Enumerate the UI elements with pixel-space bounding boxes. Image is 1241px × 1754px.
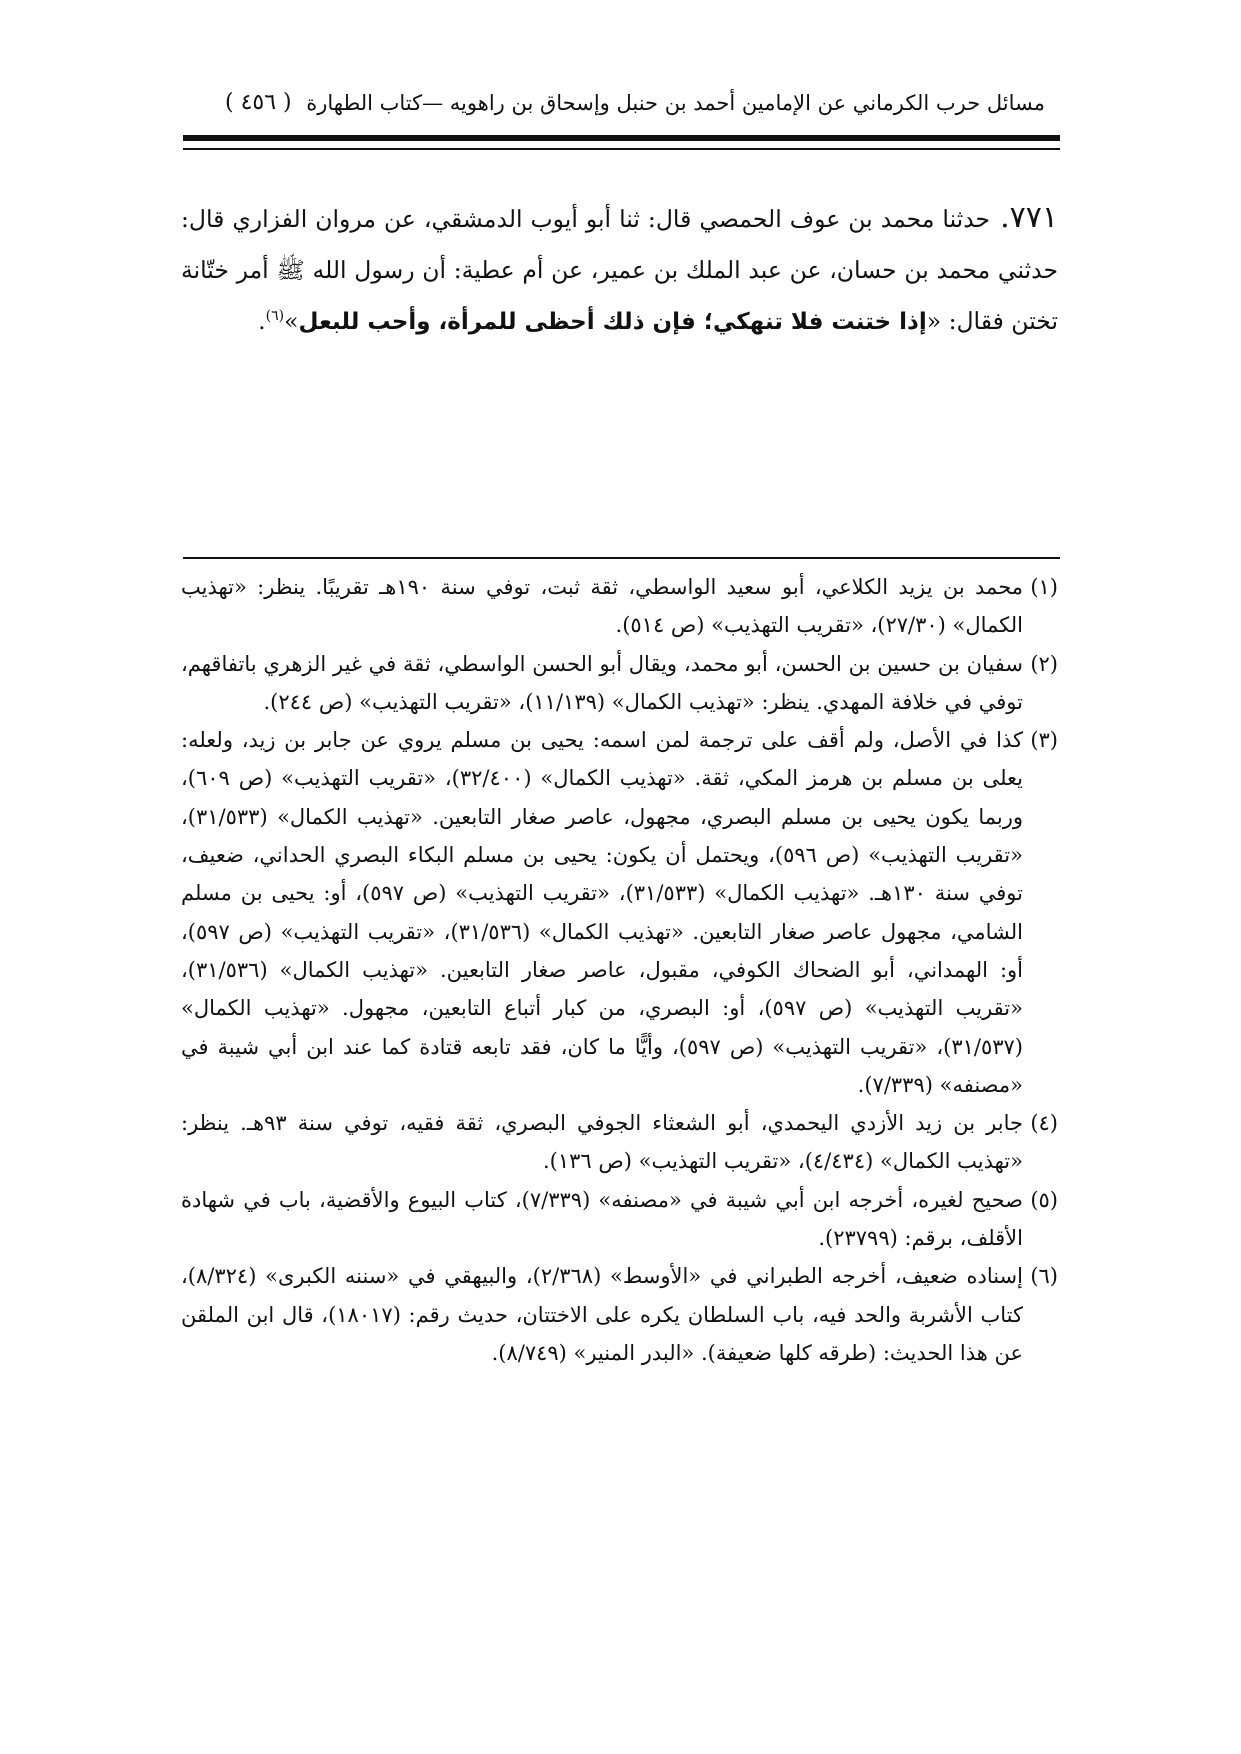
footnote-text: جابر بن زيد الأزدي اليحمدي، أبو الشعثاء الجوفي البصري، ثقة فقيه، توفي سنة ٩٣هـ. ينظر: «تهذيب الكمال» (٤/٤٣٤)، «تقريب التهذيب» (ص ١٣٦). [181,1111,1023,1174]
hadith-block [181,192,1058,348]
footnote-reference[interactable]: (٦) [265,308,285,325]
running-title: مسائل حرب الكرماني عن الإمامين أحمد بن حنبل وإسحاق بن راهويه —كتاب الطهارة [306,91,1045,115]
header-rule-thin [183,148,1060,150]
footnote-6 [181,1257,1058,1372]
page-header [225,83,1045,123]
footnote-text: إسناده ضعيف، أخرجه الطبراني في «الأوسط» (٢/٣٦٨)، والبيهقي في «سننه الكبرى» (٨/٣٢٤)، كتاب الأشربة والحد فيه، باب السلطان يكره على الاختتان، حديث رقم: (١٨٠١٧)، قال ابن الملقن عن هذا الحديث: (طرقه كلها ضعيفة). «البدر المنير» (٨/٧٤٩). [181,1264,1023,1365]
footnote-text: كذا في الأصل، ولم أقف على ترجمة لمن اسمه: يحيى بن مسلم يروي عن جابر بن زيد، ولعله: يعلى بن مسلم بن هرمز المكي، ثقة. «تهذيب الكمال» (٣٢/٤٠٠)، «تقريب التهذيب» (ص ٦٠٩)، وربما يكون يحيى بن مسلم البصري، مجهول، عاصر صغار التابعين. «تهذيب الكمال» (٣١/٥٣٣)، «تقريب التهذيب» (ص ٥٩٦)، ويحتمل أن يكون: يحيى بن مسلم البكاء البصري الحداني، ضعيف، توفي سنة ١٣٠هـ. «تهذيب الكمال» (٣١/٥٣٣)، «تقريب التهذيب» (ص ٥٩٧)، أو: يحيى بن مسلم الشامي، مجهول عاصر صغار التابعين. «تهذيب الكمال» (٣١/٥٣٦)، «تقريب التهذيب» (ص ٥٩٧)، أو: الهمداني، أبو الضحاك الكوفي، مقبول، عاصر صغار التابعين. «تهذيب الكمال» (٣١/٥٣٦)، «تقريب التهذيب» (ص ٥٩٧)، أو: البصري، من كبار أتباع التابعين، مجهول. «تهذيب الكمال» (٣١/٥٣٧)، «تقريب التهذيب» (ص ٥٩٧)، وأيًّا ما كان، فقد تابعه قتادة كما عند ابن أبي شيبة في «مصنفه» (٧/٣٣٩). [181,728,1024,1097]
footnote-number: (٥) [1030,1187,1058,1212]
footnotes-section [181,568,1058,1372]
footnote-text: صحيح لغيره، أخرجه ابن أبي شيبة في «مصنفه» (٧/٣٣٩)، كتاب البيوع والأقضية، باب في شهادة الأقلف، برقم: (٢٣٧٩٩). [181,1187,1023,1251]
footnote-number: (٣) [1030,728,1058,753]
footnote-number: (٤) [1030,1111,1058,1136]
footnote-5 [181,1181,1058,1258]
hadith-paragraph [181,192,1058,348]
footnote-number: (٦) [1030,1264,1058,1289]
hadith-isnad: حدثنا محمد بن عوف الحمصي قال: ثنا أبو أيوب الدمشقي، عن مروان الفزاري قال: حدثني محمد بن حسان، عن عبد الملك بن عمير، عن أم عطية: أن رسول الله ﷺ أمر ختّانة تختن فقال: « [181,205,1058,335]
footnote-separator [183,557,1060,559]
footnote-text: سفيان بن حسين بن الحسن، أبو محمد، ويقال أبو الحسن الواسطي، ثقة في غير الزهري باتفاقهم، توفي في خلافة المهدي. ينظر: «تهذيب الكمال» (١١/١٣٩)، «تقريب التهذيب» (ص ٢٤٤). [181,651,1023,714]
header-rule-thick [183,135,1060,141]
footnote-text: محمد بن يزيد الكلاعي، أبو سعيد الواسطي، ثقة ثبت، توفي سنة ١٩٠هـ تقريبًا. ينظر: «تهذيب الكمال» (٢٧/٣٠)، «تقريب التهذيب» (ص ٥١٤). [181,575,1023,638]
quote-close: » [284,307,299,335]
page-number: ( ٤٥٦ ) [225,90,292,115]
footnote-1 [181,568,1058,645]
hadith-quote: إذا ختنت فلا تنهكي؛ فإن ذلك أحظى للمرأة، وأحب للبعل [298,309,927,335]
footnote-number: (١) [1030,575,1058,599]
footnote-3 [181,721,1058,1104]
footnote-2 [181,645,1058,722]
footnote-4 [181,1104,1058,1181]
hadith-end: . [258,307,266,335]
hadith-number: ٧٧١. [1000,200,1058,235]
footnote-number: (٢) [1030,651,1058,676]
